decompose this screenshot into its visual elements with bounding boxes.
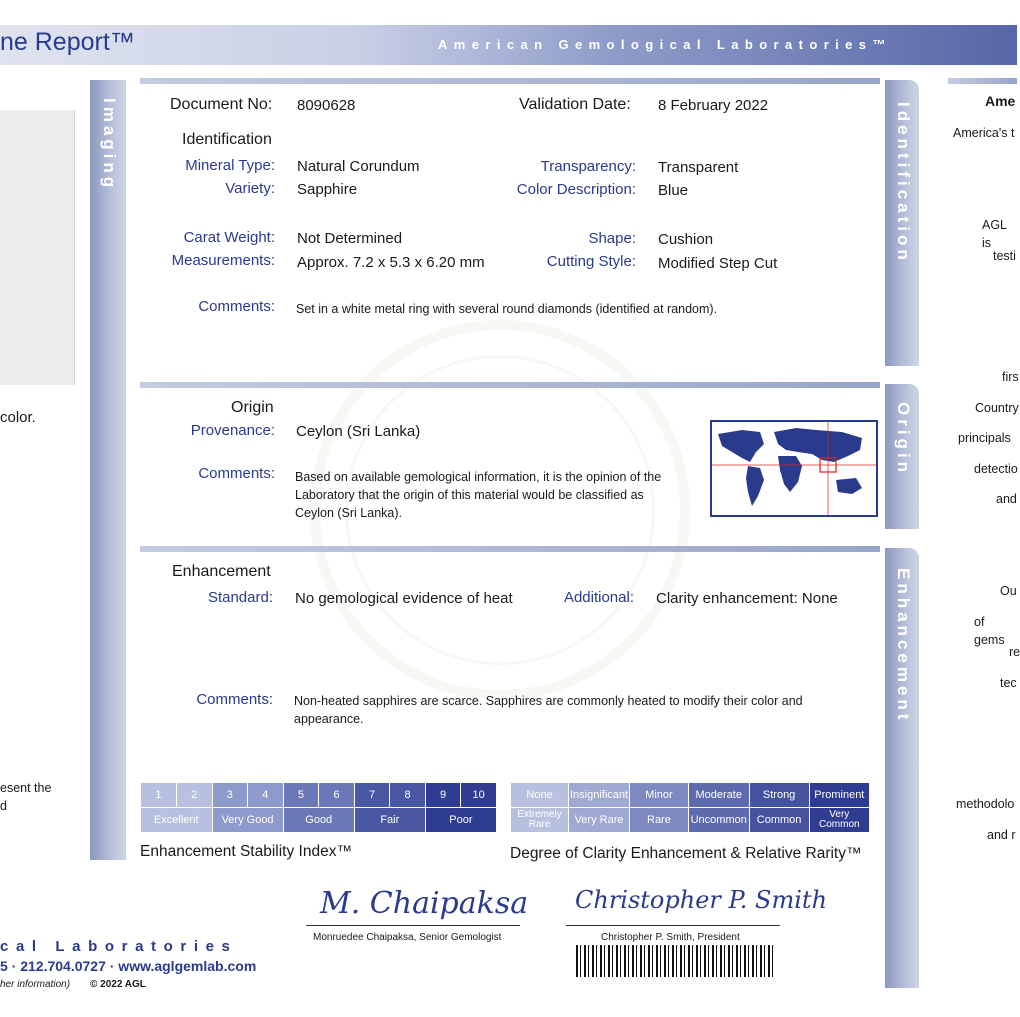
- document-no-label: Document No:: [170, 96, 273, 113]
- mineral-type: Natural Corundum: [297, 158, 420, 175]
- signature-line-2: [566, 925, 780, 926]
- measurements: Approx. 7.2 x 5.3 x 6.20 mm: [297, 254, 485, 271]
- signature-smith: Christopher P. Smith: [575, 886, 828, 914]
- enhancement-top-bar: [140, 546, 880, 552]
- gem-photo-area: [0, 110, 75, 385]
- cutting-style: Modified Step Cut: [658, 255, 778, 272]
- clarity-rarity: Common: [749, 808, 809, 833]
- enhancement-comments-line-1: Non-heated sapphires are scarce. Sapphires are commonly heated to modify their color and: [294, 694, 803, 708]
- left-present-text: esent the: [0, 781, 52, 795]
- lab-name-header: American Gemological Laboratories™: [438, 37, 892, 52]
- identification-top-bar: [140, 78, 880, 84]
- stability-rating: Very Good: [212, 808, 283, 833]
- footer-contact: 5 · 212.704.0727 · www.aglgemlab.com: [0, 958, 257, 974]
- footer-lab-name: cal Laboratories: [0, 938, 238, 955]
- stability-index-scale: [140, 782, 497, 833]
- origin-comments-line-3: Ceylon (Sri Lanka).: [295, 506, 402, 520]
- report-title: ne Report™: [0, 28, 135, 56]
- clarity-degree: Insignificant: [569, 783, 630, 808]
- enhancement-heading: Enhancement: [172, 563, 271, 580]
- enhancement-sidebar: [885, 548, 919, 988]
- color-description-label: Color Description:: [516, 181, 636, 198]
- right-panel-line: firs: [1002, 370, 1019, 384]
- standard-label: Standard:: [207, 589, 273, 606]
- additional-label: Additional:: [563, 589, 634, 606]
- imaging-label: Imaging: [100, 98, 119, 192]
- document-no: 8090628: [297, 97, 356, 114]
- stability-number: 9: [425, 783, 461, 808]
- stability-number: 5: [283, 783, 319, 808]
- origin-heading: Origin: [231, 399, 274, 416]
- origin-side-label: Origin: [894, 402, 913, 477]
- footer-note: her information): [0, 979, 71, 990]
- right-panel-line: of gems: [974, 615, 1005, 647]
- stability-number: 4: [248, 783, 284, 808]
- clarity-rarity-scale: [510, 782, 870, 833]
- clarity-rarity: Rare: [629, 808, 688, 833]
- origin-comments-line-2: Laboratory that the origin of this material would be classified as: [295, 488, 644, 502]
- carat-weight: Not Determined: [297, 230, 403, 247]
- clarity-rarity-caption: Degree of Clarity Enhancement & Relative Rarity™: [510, 845, 862, 862]
- provenance-label: Provenance:: [190, 422, 275, 439]
- origin-comments-line-1: Based on available gemological information, it is the opinion of the: [295, 470, 662, 484]
- origin-comments-label: Comments:: [198, 465, 275, 482]
- stability-rating: Poor: [425, 808, 496, 833]
- transparency-label: Transparency:: [540, 158, 636, 175]
- validation-date-label: Validation Date:: [519, 96, 631, 113]
- barcode: [576, 945, 776, 977]
- identification-heading: Identification: [182, 131, 272, 148]
- identification-comments-label: Comments:: [198, 298, 275, 315]
- stability-number: 10: [461, 783, 497, 808]
- right-panel-line: AGL is: [982, 218, 1007, 250]
- clarity-rarity: Extremely Rare: [511, 808, 569, 833]
- world-map: [710, 420, 878, 517]
- shape: Cushion: [658, 231, 714, 248]
- enhancement-side-label: Enhancement: [894, 568, 913, 724]
- clarity-rarity: Very Common: [809, 808, 869, 833]
- stability-number: 1: [141, 783, 177, 808]
- right-panel-line: Country: [975, 401, 1019, 415]
- clarity-degree: Prominent: [809, 783, 869, 808]
- footer-copyright: © 2022 AGL: [90, 979, 146, 990]
- cutting-style-label: Cutting Style:: [546, 253, 636, 270]
- stability-rating: Good: [283, 808, 354, 833]
- right-panel-line: Ou: [1000, 584, 1017, 598]
- stability-number: 2: [176, 783, 212, 808]
- world-map-graphic: [712, 422, 876, 515]
- clarity-degree: Strong: [749, 783, 809, 808]
- stability-number: 3: [212, 783, 248, 808]
- mineral-type-label: Mineral Type:: [185, 157, 275, 174]
- right-panel-line: America's t: [953, 126, 1015, 140]
- shape-label: Shape:: [588, 230, 636, 247]
- clarity-rarity: Very Rare: [569, 808, 630, 833]
- color-description: Blue: [658, 182, 689, 199]
- right-panel-top-bar: [948, 78, 1017, 84]
- right-panel-line: and r: [987, 828, 1016, 842]
- identification-sidebar: [885, 80, 919, 366]
- measurements-label: Measurements:: [171, 252, 275, 269]
- right-panel-heading: Ame: [985, 93, 1016, 109]
- imaging-sidebar: [90, 80, 126, 860]
- clarity-degree: Minor: [629, 783, 688, 808]
- carat-weight-label: Carat Weight:: [183, 229, 275, 246]
- stability-number: 6: [319, 783, 355, 808]
- left-color-text: color.: [0, 409, 36, 426]
- additional: Clarity enhancement: None: [656, 590, 838, 607]
- stability-index-caption: Enhancement Stability Index™: [140, 843, 352, 860]
- clarity-rarity: Uncommon: [688, 808, 749, 833]
- stability-rating: Fair: [354, 808, 425, 833]
- validation-date: 8 February 2022: [658, 97, 769, 114]
- right-panel-line: testi: [993, 249, 1016, 263]
- stability-rating: Excellent: [141, 808, 213, 833]
- variety: Sapphire: [297, 181, 358, 198]
- right-panel-line: and: [996, 492, 1017, 506]
- clarity-degree: Moderate: [688, 783, 749, 808]
- origin-top-bar: [140, 382, 880, 388]
- signature-chaipaksa: M. Chaipaksa: [320, 886, 529, 921]
- right-panel-line: tec: [1000, 676, 1017, 690]
- standard: No gemological evidence of heat: [295, 590, 513, 607]
- right-panel-line: detectio: [974, 462, 1018, 476]
- signer-2-name: Christopher P. Smith, President: [601, 932, 740, 943]
- transparency: Transparent: [658, 159, 739, 176]
- stability-number: 8: [390, 783, 426, 808]
- right-panel-line: re: [1009, 645, 1020, 659]
- right-panel-line: methodolo: [956, 797, 1015, 811]
- origin-sidebar: [885, 384, 919, 529]
- provenance: Ceylon (Sri Lanka): [296, 423, 421, 440]
- left-present-text-2: d: [0, 799, 7, 813]
- stability-number: 7: [354, 783, 390, 808]
- identification-comments: Set in a white metal ring with several round diamonds (identified at random).: [296, 302, 718, 316]
- enhancement-comments-label: Comments:: [196, 691, 273, 708]
- identification-side-label: Identification: [894, 102, 913, 264]
- right-panel-line: principals: [958, 431, 1011, 445]
- signer-1-name: Monruedee Chaipaksa, Senior Gemologist: [313, 932, 502, 943]
- enhancement-comments-line-2: appearance.: [294, 712, 364, 726]
- signature-line-1: [306, 925, 520, 926]
- clarity-degree: None: [511, 783, 569, 808]
- variety-label: Variety:: [225, 180, 275, 197]
